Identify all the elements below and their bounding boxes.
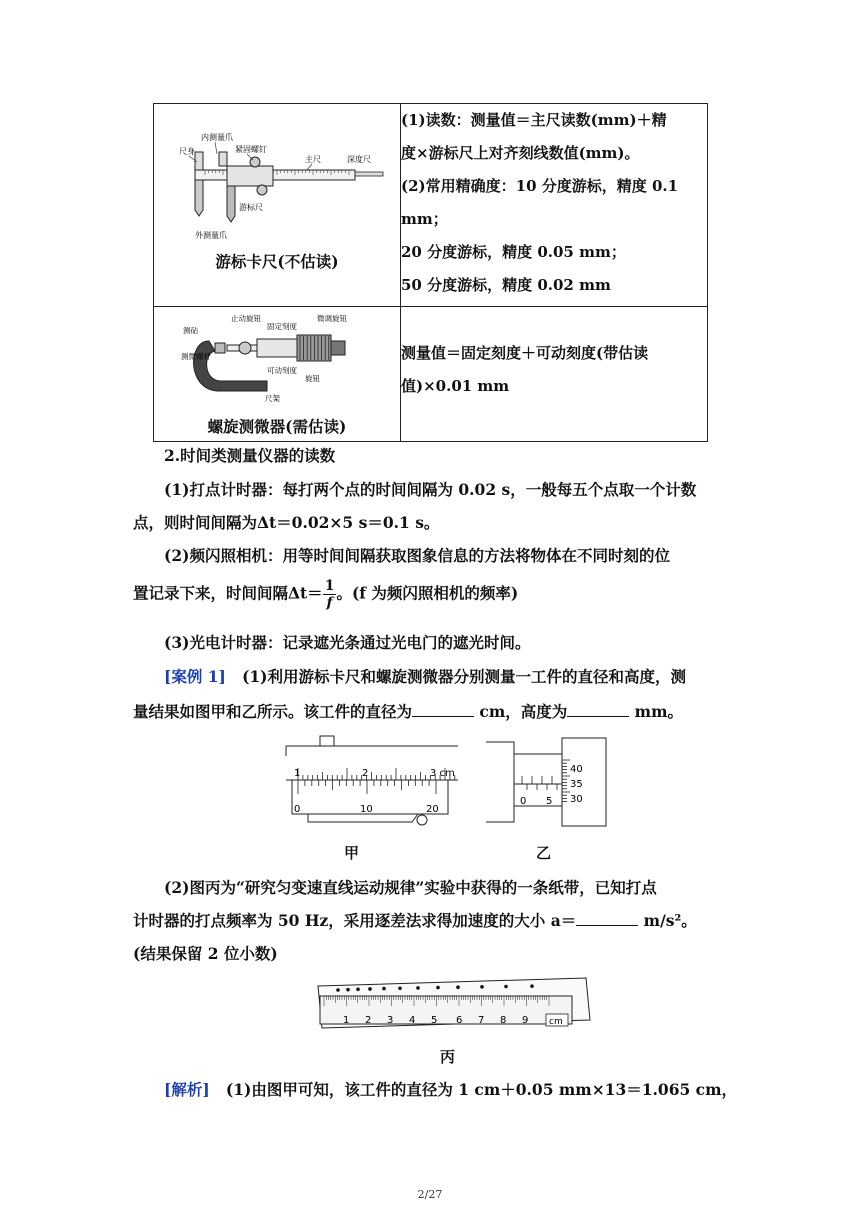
thimble-tick-35: 35 xyxy=(570,779,583,790)
tape-tick-9: 9 xyxy=(522,1015,529,1026)
tape-dot xyxy=(456,985,460,989)
case-line2-mid: cm，高度为 xyxy=(474,702,568,721)
label-fine-knob: 微调旋钮 xyxy=(317,314,347,323)
label-outer-jaw: 外测量爪 xyxy=(195,231,227,240)
case-line1 xyxy=(164,667,686,687)
desc-line: mm； xyxy=(401,210,448,228)
label-vernier: 游标尺 xyxy=(239,203,263,212)
tape-dot xyxy=(356,988,360,992)
fixed-tick-0: 0 xyxy=(520,796,527,807)
tape-unit: cm xyxy=(549,1017,563,1027)
desc-line: 值)×0.01 mm xyxy=(401,377,510,395)
figure-yi-label: 乙 xyxy=(536,844,552,862)
answer-blank-diameter[interactable] xyxy=(412,702,474,717)
desc-line: (2)常用精确度：10 分度游标，精度 0.1 xyxy=(401,177,679,195)
micrometer-illustration xyxy=(157,311,397,407)
q2-line1: (2)图丙为“研究匀变速直线运动规律”实验中获得的一条纸带，已知打点 xyxy=(164,878,657,897)
label-inner-jaw: 内测量爪 xyxy=(201,133,233,142)
desc-line: 50 分度游标，精度 0.02 mm xyxy=(401,276,611,294)
label-frame: 尺架 xyxy=(265,394,280,403)
tape-tick-4: 4 xyxy=(409,1015,416,1026)
tape-tick-3: 3 xyxy=(387,1015,394,1026)
label-main-scale: 主尺 xyxy=(305,155,321,164)
vernier-tick-20: 20 xyxy=(426,804,439,815)
fraction-denominator: f xyxy=(326,595,333,611)
p3: (3)光电计时器：记录遮光条通过光电门的遮光时间。 xyxy=(164,633,531,652)
main-tick-3: 3 cm xyxy=(430,768,455,779)
tape-dot xyxy=(436,986,440,990)
tape-dot xyxy=(382,987,386,991)
instrument-table xyxy=(153,103,708,442)
thimble-tick-30: 30 xyxy=(570,794,583,805)
tape-tick-5: 5 xyxy=(431,1015,438,1026)
section-2-title: 2.时间类测量仪器的读数 xyxy=(164,446,336,465)
thimble-tick-40: 40 xyxy=(570,764,583,775)
tape-tick-8: 8 xyxy=(500,1015,507,1026)
answer-blank-acceleration[interactable] xyxy=(576,911,638,926)
q2-line3: (结果保留 2 位小数) xyxy=(133,944,278,963)
label-anvil: 测砧 xyxy=(183,326,198,335)
vernier-caliper-caption: 游标卡尺(不估读) xyxy=(215,252,339,271)
vernier-caliper-cell xyxy=(154,104,401,307)
figure-yi-micrometer xyxy=(484,736,614,828)
figure-bing-label: 丙 xyxy=(440,1048,456,1066)
p2-line1: (2)频闪照相机：用等时间间隔获取图象信息的方法将物体在不同时刻的位 xyxy=(164,546,670,565)
tape-dot xyxy=(336,988,340,992)
answer-blank-height[interactable] xyxy=(567,702,629,717)
p1-line1: (1)打点计时器：每打两个点的时间间隔为 0.02 s，一般每五个点取一个计数 xyxy=(164,480,697,499)
p2-line2-text-end: 。(f 为频闪照相机的频率) xyxy=(336,583,519,603)
vernier-caliper-description xyxy=(401,104,708,307)
label-ruler-body: 尺身 xyxy=(179,147,195,156)
case-line2-text: 量结果如图甲和乙所示。该工件的直径为 xyxy=(133,702,413,721)
tape-tick-6: 6 xyxy=(456,1015,463,1026)
analysis-text: (1)由图甲可知，该工件的直径为 1 cm＋0.05 mm×13＝1.065 cm， xyxy=(225,1080,738,1099)
q2-line2 xyxy=(133,911,697,931)
page-number: 2/27 xyxy=(417,1188,443,1201)
case-line2-end: mm。 xyxy=(629,702,683,721)
p1-line2: 点，则时间间隔为Δt＝0.02×5 s＝0.1 s。 xyxy=(133,513,440,532)
micrometer-description xyxy=(401,307,708,442)
figure-bing-tape xyxy=(310,976,594,1034)
desc-line: (1)读数：测量值＝主尺读数(mm)＋精 xyxy=(401,111,667,129)
analysis-line xyxy=(164,1080,737,1100)
figure-jia-vernier xyxy=(282,734,462,830)
label-thimble-scale: 可动刻度 xyxy=(267,366,297,375)
vernier-caliper-illustration xyxy=(157,112,397,242)
label-spindle: 测微螺杆 xyxy=(181,352,211,361)
fixed-tick-5: 5 xyxy=(546,796,553,807)
desc-line: 度×游标尺上对齐刻线数值(mm)。 xyxy=(401,144,640,162)
figure-jia-label: 甲 xyxy=(344,844,360,862)
label-lock-screw: 紧固螺钉 xyxy=(235,145,267,154)
p2-line2 xyxy=(133,578,518,611)
tape-dot xyxy=(480,985,484,989)
analysis-tag: [解析] xyxy=(164,1080,210,1099)
vernier-tick-0: 0 xyxy=(294,804,301,815)
tape-dot xyxy=(416,986,420,990)
tape-dot xyxy=(346,988,350,992)
p2-line2-text: 置记录下来，时间间隔Δt＝ xyxy=(133,583,323,603)
tape-tick-2: 2 xyxy=(365,1015,372,1026)
desc-line: 20 分度游标，精度 0.05 mm； xyxy=(401,243,626,261)
tape-tick-7: 7 xyxy=(478,1015,485,1026)
vernier-tick-10: 10 xyxy=(360,804,373,815)
main-tick-2: 2 xyxy=(362,768,369,779)
main-tick-1: 1 xyxy=(294,768,301,779)
q2-line2-text: 计时器的打点频率为 50 Hz，采用逐差法求得加速度的大小 a＝ xyxy=(133,911,577,930)
tape-dot xyxy=(504,985,508,989)
q2-line2-end: m/s²。 xyxy=(638,911,697,930)
tape-dot xyxy=(398,986,402,990)
tape-dot xyxy=(530,984,534,988)
case-tag: [案例 1] xyxy=(164,667,226,686)
label-fixed-scale: 固定刻度 xyxy=(267,322,297,331)
label-stop-knob: 止动旋钮 xyxy=(231,314,261,323)
fraction-numerator: 1 xyxy=(324,578,335,594)
case-line2 xyxy=(133,702,683,722)
label-depth-rod: 深度尺 xyxy=(347,155,371,164)
tape-dot xyxy=(368,987,372,991)
micrometer-caption: 螺旋测微器(需估读) xyxy=(207,417,347,436)
desc-line: 测量值＝固定刻度＋可动刻度(带估读 xyxy=(401,344,649,362)
fraction xyxy=(323,578,337,611)
case-line1-text: (1)利用游标卡尺和螺旋测微器分别测量一工件的直径和高度，测 xyxy=(242,667,687,686)
tape-tick-1: 1 xyxy=(343,1015,350,1026)
micrometer-cell xyxy=(154,307,401,442)
label-knob: 旋钮 xyxy=(305,374,320,383)
